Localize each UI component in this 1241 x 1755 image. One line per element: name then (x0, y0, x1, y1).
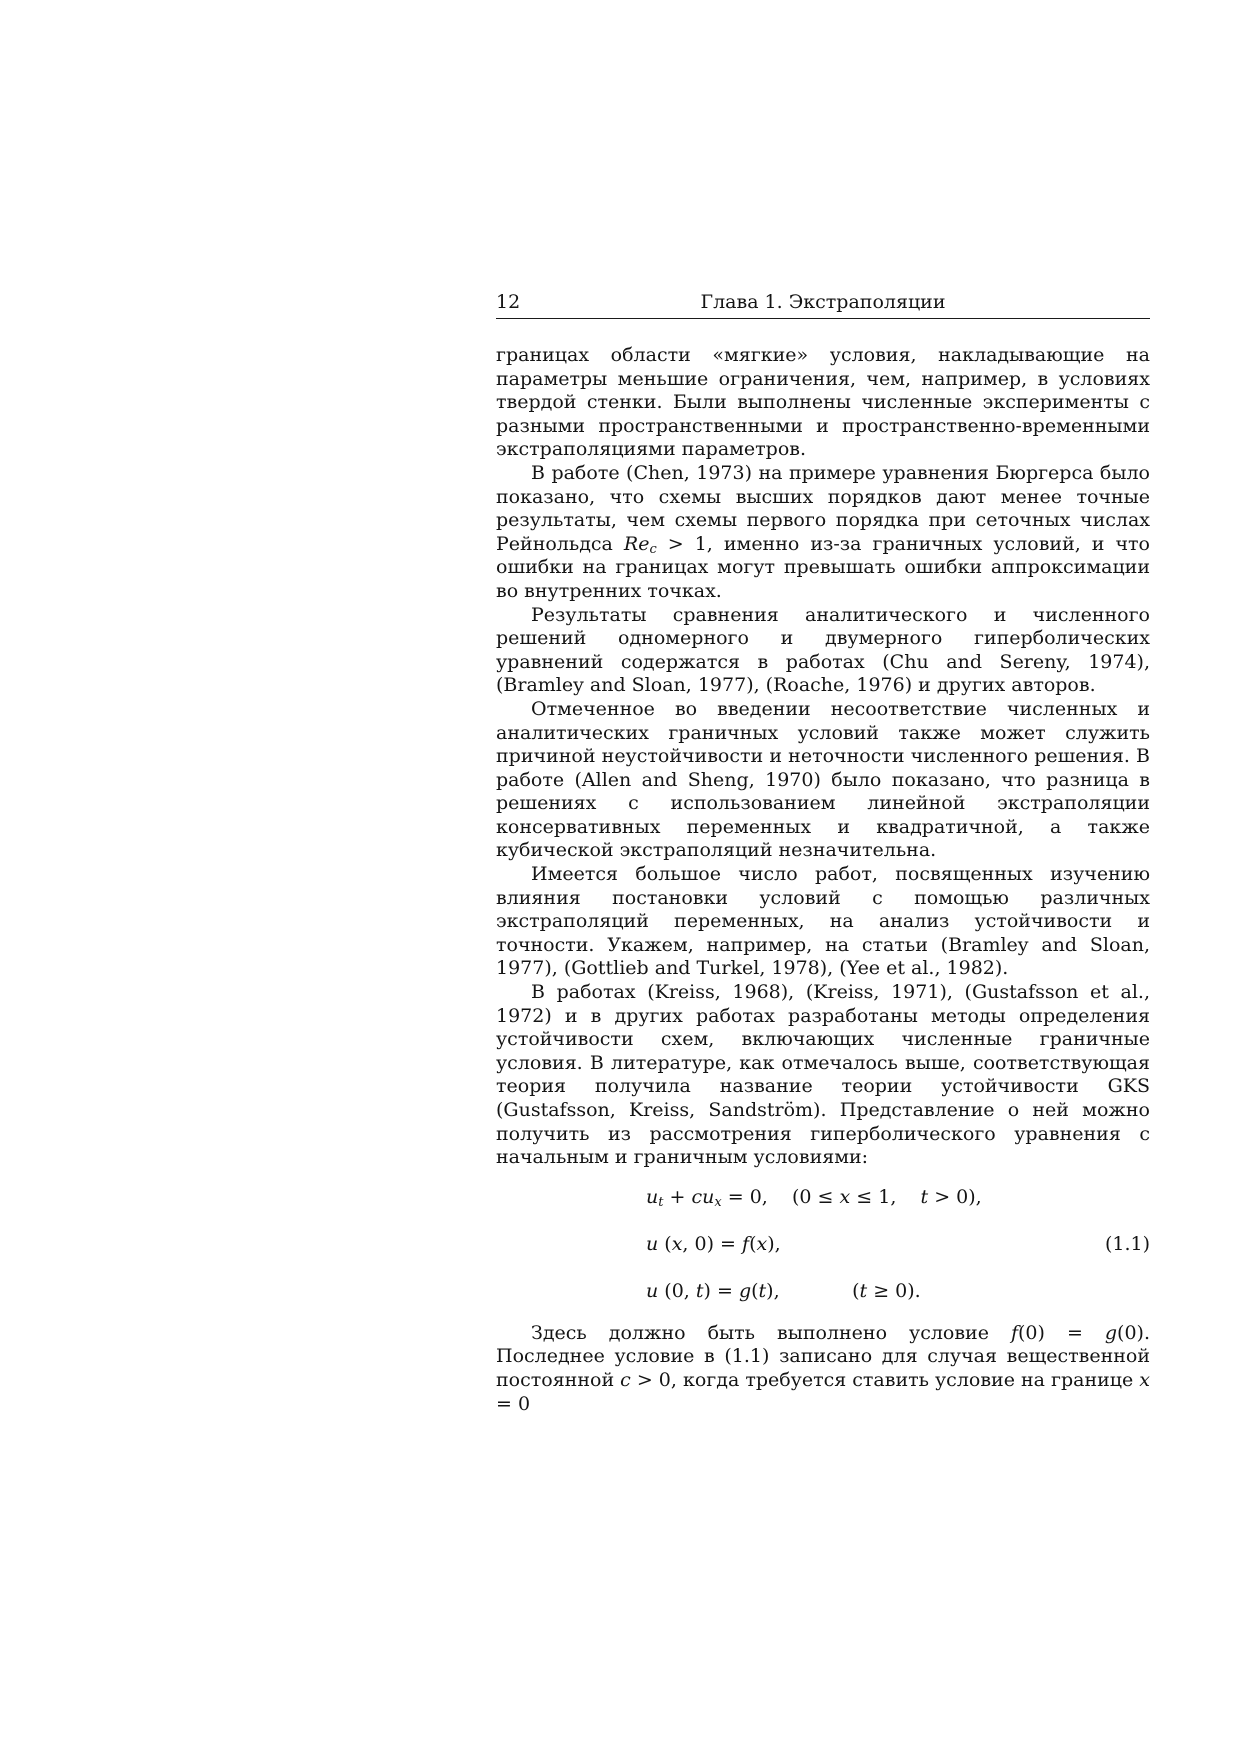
math-f: f (1010, 1321, 1019, 1344)
equation-line-1: $u_t + cu_x = 0$, (0 ≤ x ≤ 1, t > 0), (646, 1185, 982, 1210)
paragraph-7-part-c: (0). Последнее условие в (1.1) записано для случая вещественной постоянной (496, 1321, 1150, 1391)
math-g: g (1104, 1321, 1118, 1344)
math-c: c (620, 1368, 631, 1391)
running-header (496, 288, 1150, 319)
paragraph-6: В работах (Kreiss, 1968), (Kreiss, 1971), (Gustafsson et al., 1972) и в других работах разработаны методы определения устойчивости схем, включающих численные граничные условия. В литературе, как отмечалось выше, соответствующая теория получила название теории устойчивости GKS (Gustafsson, Kreiss, Sandström). Представление о ней можно получить из рассмотрения гиперболического уравнения с начальным и граничным условиями: (496, 981, 1150, 1169)
paragraph-2-part-b: > 1, именно из-за граничных условий, и что ошибки на границах могут превышать ошибки аппроксимации во внутренних точках. (496, 532, 1150, 602)
paragraph-1: границах области «мягкие» условия, накладывающие на параметры меньшие ограничения, чем, например, в условиях твердой стенки. Были выполнены численные эксперименты с разными пространственными и пространственно-временными экстраполяциями параметров. (496, 344, 1150, 461)
paragraph-2-part-a: В работе (Chen, 1973) на примере уравнения Бюргерса было показано, что схемы высших порядков дают менее точные результаты, чем схемы первого порядка при сеточных числах Рейнольдса (496, 461, 1150, 555)
paragraph-2 (496, 462, 1150, 604)
reynolds-symbol: Re (623, 532, 650, 555)
paragraph-4: Отмеченное во введении несоответствие численных и аналитических граничных условий также может служить причиной неустойчивости и неточности численного решения. В работе (Allen and Sheng, 1970) было показано, что разница в решениях с использованием линейной экстраполяции консервативных переменных и квадратичной, а также кубической экстраполяций незначительна. (496, 697, 1150, 862)
equation-number: (1.1) (1104, 1232, 1150, 1255)
equation-line-3: u (0, t) = g(t), (t ≥ 0). (646, 1279, 921, 1302)
paragraph-7-part-e: = 0 (496, 1392, 531, 1415)
equation-system-1-1 (496, 1176, 1150, 1318)
paragraph-3: Результаты сравнения аналитического и численного решений одномерного и двумерного гиперболических уравнений содержатся в работах (Chu and Sereny, 1974), (Bramley and Sloan, 1977), (Roache, 1976) и других авторов. (496, 603, 1150, 697)
body-text (496, 344, 1150, 1416)
paragraph-7-part-b: (0) = (1018, 1321, 1105, 1344)
paragraph-7-part-a: Здесь должно быть выполнено условие (531, 1321, 1011, 1344)
paragraph-7-part-d: > 0, когда требуется ставить условие на границе (630, 1368, 1140, 1391)
paragraph-5: Имеется большое число работ, посвященных изучению влияния постановки условий с помощью различных экстраполяций переменных, на анализ устойчивости и точности. Укажем, например, на статьи (Bramley and Sloan, 1977), (Gottlieb and Turkel, 1978), (Yee et al., 1982). (496, 863, 1150, 980)
chapter-title: Глава 1. Экстраполяции (700, 291, 946, 313)
reynolds-subscript: c (649, 541, 657, 557)
equation-line-2: u (x, 0) = f(x), (646, 1232, 781, 1255)
page-number: 12 (496, 291, 521, 313)
math-x: x (1139, 1368, 1151, 1391)
paragraph-7 (496, 1322, 1150, 1416)
